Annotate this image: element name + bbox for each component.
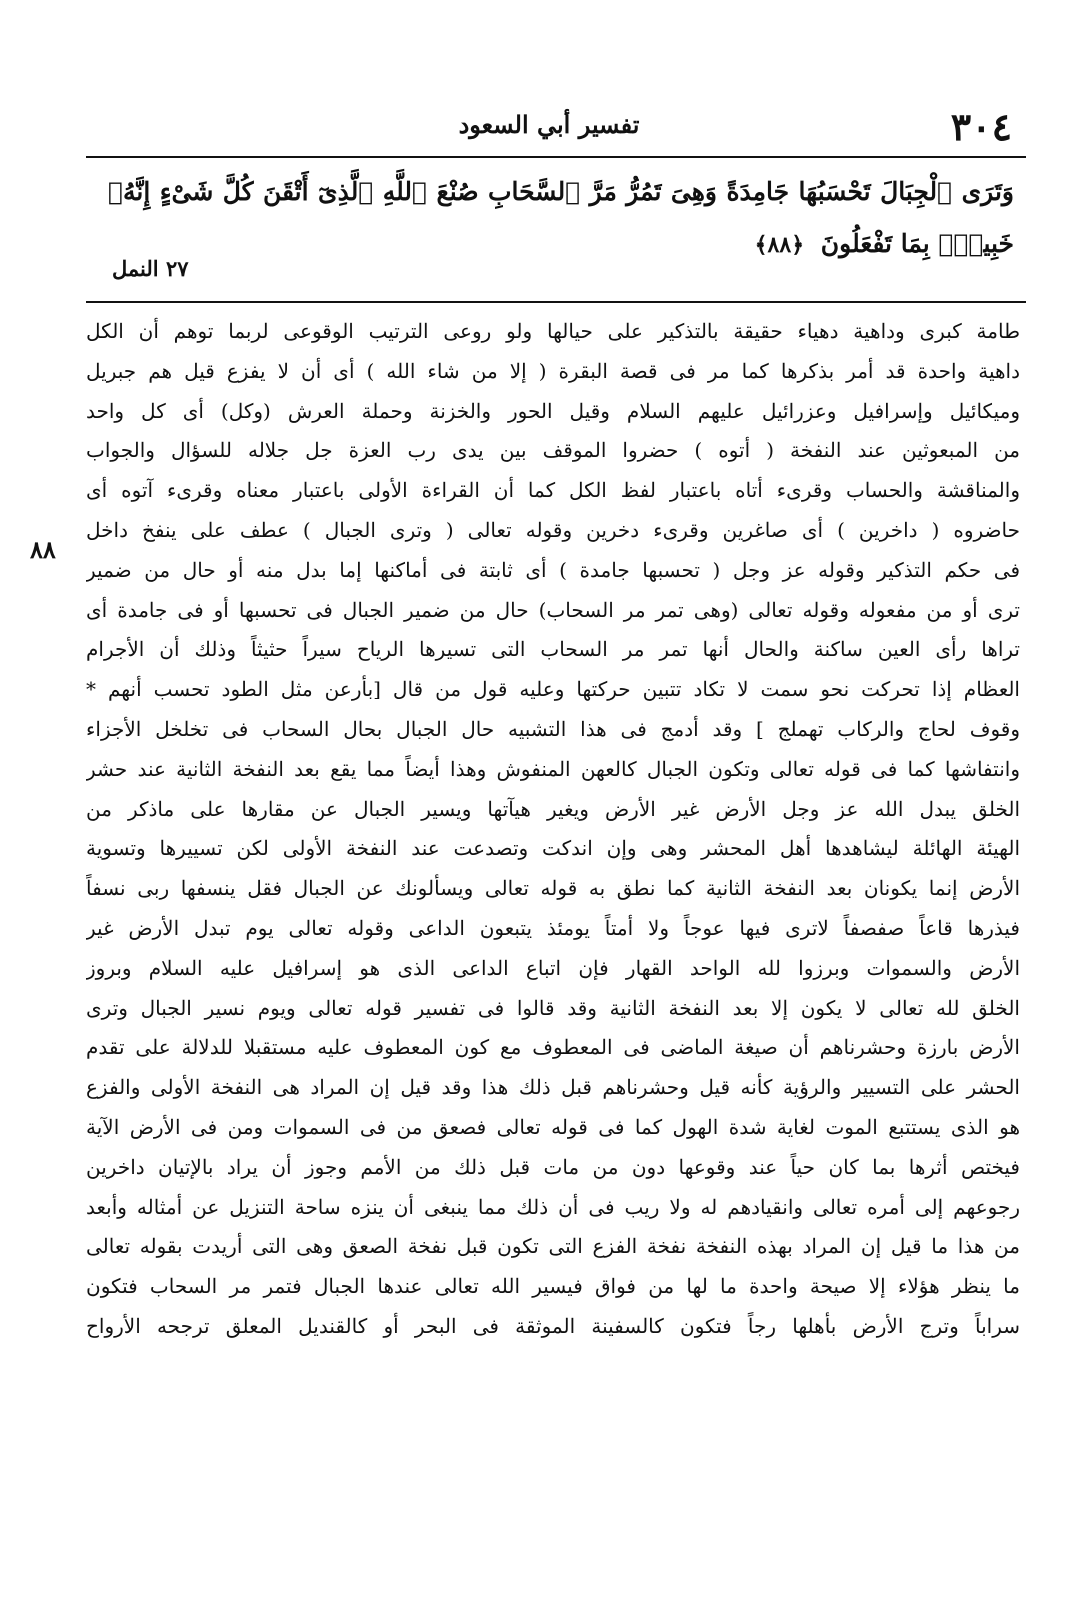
commentary-line: من هذا ما قيل إن المراد بهذه النفخة نفخة الفزع التى تكون قبل نفخة الصعق وهى التى أريدت بقوله تعالى bbox=[86, 1234, 1020, 1259]
commentary-line: الهيئة الهائلة ليشاهدها أهل المحشر وهى وإن اندكت وتصدعت عند النفخة الأولى لكن تسييرها وتسوية bbox=[86, 836, 1020, 861]
commentary-line: ترى أو من مفعوله وقوله تعالى (وهى تمر مر السحاب) حال من ضمير الجبال فى تحسبها أو فى جامدة أى bbox=[86, 597, 1020, 622]
quran-verse bbox=[108, 166, 1014, 271]
verse-text: وَتَرَى ٱلْجِبَالَ تَحْسَبُهَا جَامِدَةً وَهِىَ تَمُرُّ مَرَّ ٱلسَّحَابِ صُنْعَ ٱللَّهِ ٱلَّذِىٓ أَتْقَنَ كُلَّ شَىْءٍ إِنَّهُۥ خَبِيرٌۢ بِمَا تَفْعَلُونَ bbox=[108, 177, 1014, 258]
ayah-number-marker: ٨٨ bbox=[30, 535, 56, 564]
verse-reference: ٢٧ النمل bbox=[112, 256, 189, 281]
commentary-line: فيذرها قاعاً صفصفاً لاترى فيها عوجاً ولا أمتاً يومئذ يتبعون الداعى وقوله تعالى يوم تبدل الأرض غير bbox=[86, 915, 1020, 940]
commentary-line: طامة كبرى وداهية دهياء حقيقة بالتذكير على حيالها ولو روعى الترتيب الوقوعى لربما توهم أن الكل bbox=[86, 319, 1020, 343]
running-title: تفسير أبي السعود bbox=[458, 110, 640, 139]
commentary-line: وقوف لحاج والركاب تهملج ] وقد أدمج فى هذا التشبيه حال الجبال بحال السحاب فى تخلخل الأجزاء bbox=[86, 716, 1020, 741]
commentary-line: رجوعهم إلى أمره تعالى وانقيادهم له ولا ريب فى أن ذلك مما ينبغى أن ينزه ساحة التنزيل عن أمثاله وأبعد bbox=[86, 1194, 1020, 1219]
commentary-line: هو الذى يستتبع الموت لغاية شدة الهول كما فى قوله تعالى فصعق من فى السموات ومن فى الأرض الآية bbox=[86, 1114, 1020, 1139]
commentary-line: حاضروه ( داخرين ) أى صاغرين وقرىء دخرين وقوله تعالى ( وترى الجبال ) عطف على ينفخ داخل bbox=[86, 517, 1020, 542]
commentary-line: فيختص أثرها بما كان حياً عند وقوعها دون من مات قبل ذلك من الأمم وجوز أن يراد بالإتيان داخرين bbox=[86, 1154, 1020, 1179]
commentary-line: الأرض بارزة وحشرناهم أن صيغة الماضى فى المعطوف مع كون المعطوف عليه مستقبلا للدلالة على تقدم bbox=[86, 1035, 1020, 1060]
commentary-line: تراها رأى العين ساكنة والحال أنها تمر مر السحاب التى تسيرها الرياح سيراً حثيثاً وذلك أن الأجرام bbox=[86, 637, 1020, 662]
commentary-line: وميكائيل وإسرافيل وعزرائيل عليهم السلام وقيل الحور والخزنة وحملة العرش (وكل) أى كل واحد bbox=[86, 398, 1020, 423]
commentary-line: سراباً وترج الأرض بأهلها رجاً فتكون كالسفينة الموثقة فى البحر أو كالقنديل المعلق ترجحه الأرواح bbox=[86, 1313, 1020, 1338]
page-header bbox=[86, 100, 1012, 148]
commentary-line: داهية واحدة قد أمر بذكرها كما مر فى قصة البقرة ( إلا من شاء الله ) أى أن لا يفزع قيل هم جبريل bbox=[86, 358, 1020, 383]
commentary-line: والمناقشة والحساب وقرىء أتاه باعتبار لفظ الكل كما أن القراءة الأولى باعتبار معناه وقرىء آتوه أى bbox=[86, 478, 1020, 503]
commentary-line: الخلق يبدل الله عز وجل الأرض غير الأرض ويغير هيآتها ويسير الجبال عن مقارها على ماذكر من bbox=[86, 796, 1020, 821]
commentary-line: فى حكم التذكير وقوله عز وجل ( تحسبها جامدة ) أى ثابتة فى أماكنها إما بدل منه أو حال من ضمير bbox=[86, 557, 1020, 582]
commentary-line: الحشر على التسيير والرؤية كأنه قيل وحشرناهم قبل ذلك هذا وقد قيل إن المراد هى النفخة الأولى والفزع bbox=[86, 1075, 1020, 1100]
header-divider bbox=[86, 156, 1026, 158]
commentary-line: ما ينظر هؤلاء إلا صيحة واحدة ما لها من فواق فيسير الله تعالى عندها الجبال فتمر مر السحاب فتكون bbox=[86, 1274, 1020, 1299]
commentary-text bbox=[86, 312, 1020, 1347]
commentary-line: وانتفاشها كما فى قوله تعالى وتكون الجبال كالعهن المنفوش وهذا أيضاً مما يقع بعد النفخة الثانية عند حشر bbox=[86, 756, 1020, 781]
commentary-line: العظام إذا تحركت نحو سمت لا تكاد تتبين حركتها وعليه قول من قال [بأرعن مثل الطود تحسب أنهم * bbox=[86, 677, 1020, 702]
verse-divider bbox=[86, 301, 1026, 303]
page-number: ٣٠٤ bbox=[950, 104, 1012, 149]
commentary-line: الخلق لله تعالى لا يكون إلا بعد النفخة الثانية وقد قالوا فى تفسير قوله تعالى ويوم نسير الجبال وترى bbox=[86, 995, 1020, 1020]
verse-end-marker: ﴿٨٨﴾ bbox=[754, 232, 805, 258]
commentary-line: الأرض إنما يكونان بعد النفخة الثانية كما نطق به قوله تعالى ويسألونك عن الجبال فقل ينسفها ربى نسفاً bbox=[86, 876, 1020, 901]
commentary-line: الأرض والسموات وبرزوا لله الواحد القهار فإن اتباع الداعى الذى هو إسرافيل عليه السلام وبروز bbox=[86, 955, 1020, 980]
commentary-line: من المبعوثين عند النفخة ( أتوه ) حضروا الموقف بين يدى رب العزة جل جلاله للسؤال والجواب bbox=[86, 438, 1020, 463]
